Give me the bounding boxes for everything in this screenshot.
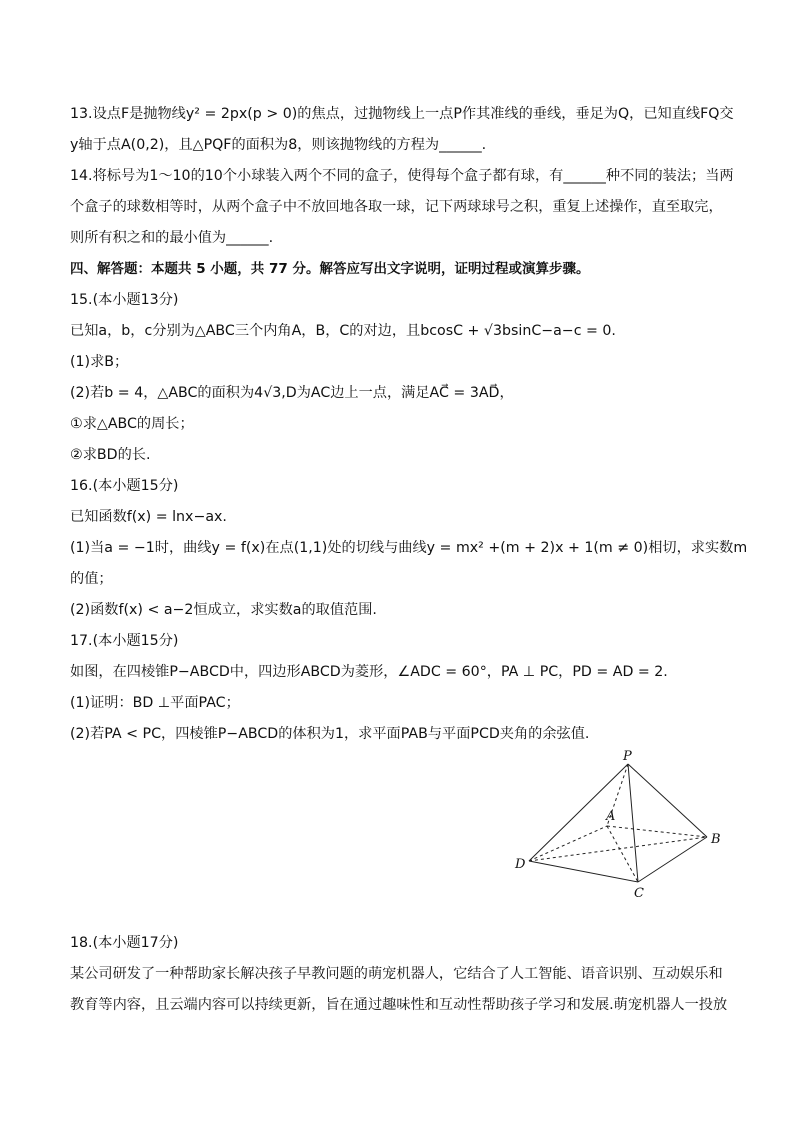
q18-line-2: 教育等内容，且云端内容可以持续更新，旨在通过趣味性和互动性帮助孩子学习和发展.萌宠机器人一投放 <box>70 997 728 1013</box>
vertex-label-p: P <box>623 749 632 764</box>
q17-part-1: (1)证明：BD ⊥平面PAC； <box>70 695 240 711</box>
vertex-label-b: B <box>711 832 721 847</box>
q18-header: 18.(本小题17分) <box>70 935 179 951</box>
q15-part-2: (2)若b = 4，△ABC的面积为4√3,D为AC边上一点，满足AC⃗ = 3AD⃗， <box>70 385 514 401</box>
q17-part-2: (2)若PA < PC，四棱锥P−ABCD的体积为1，求平面PAB与平面PCD夹角的余弦值. <box>70 726 590 742</box>
q13-line-2: y轴于点A(0,2)，且△PQF的面积为8，则该抛物线的方程为______. <box>70 137 487 153</box>
q13-line-1: 13.设点F是抛物线y² = 2px(p > 0)的焦点，过抛物线上一点P作其准线的垂线，垂足为Q，已知直线FQ交 <box>70 106 734 122</box>
q16-stem: 已知函数f(x) = lnx−ax. <box>70 509 227 525</box>
pyramid-figure <box>505 742 735 904</box>
edge-pc <box>628 764 638 882</box>
vertex-label-c: C <box>634 886 644 901</box>
q17-stem: 如图，在四棱锥P−ABCD中，四边形ABCD为菱形，∠ADC = 60°，PA ⊥ PC，PD = AD = 2. <box>70 664 668 680</box>
diagonal-db <box>529 837 707 861</box>
q15-part-2-i: ①求△ABC的周长； <box>70 416 194 432</box>
q16-header: 16.(本小题15分) <box>70 478 179 494</box>
q15-part-2-ii: ②求BD的长. <box>70 447 151 463</box>
q16-part-1-line-1: (1)当a = −1时，曲线y = f(x)在点(1,1)处的切线与曲线y = mx² +(m + 2)x + 1(m ≠ 0)相切，求实数m <box>70 540 748 556</box>
vertex-label-a: A <box>606 809 616 824</box>
q15-part-1: (1)求B； <box>70 354 129 370</box>
q16-part-2: (2)函数f(x) < a−2恒成立，求实数a的取值范围. <box>70 602 377 618</box>
q15-stem: 已知a，b，c分别为△ABC三个内角A，B，C的对边，且bcosC + √3bsinC−a−c = 0. <box>70 323 616 339</box>
section-heading: 四、解答题：本题共 5 小题，共 77 分。解答应写出文字说明，证明过程或演算步骤。 <box>70 261 590 277</box>
q17-header: 17.(本小题15分) <box>70 633 179 649</box>
q18-line-1: 某公司研发了一种帮助家长解决孩子早教问题的萌宠机器人，它结合了人工智能、语音识别、互动娱乐和 <box>70 966 723 982</box>
edge-da <box>529 826 607 861</box>
edge-dc <box>529 861 638 882</box>
edge-cb <box>638 837 707 882</box>
edge-ab <box>607 826 707 837</box>
diagonal-ac <box>607 826 638 882</box>
q14-line-2: 个盒子的球数相等时，从两个盒子中不放回地各取一球，记下两球球号之积，重复上述操作，直至取完， <box>70 199 723 215</box>
edge-pb <box>628 764 707 837</box>
q15-header: 15.(本小题13分) <box>70 292 179 308</box>
q14-line-3: 则所有积之和的最小值为______. <box>70 230 274 246</box>
vertex-label-d: D <box>515 857 526 872</box>
q14-line-1: 14.将标号为1～10的10个小球装入两个不同的盒子，使得每个盒子都有球，有______种不同的装法；当两 <box>70 168 734 184</box>
q16-part-1-line-2: 的值； <box>70 571 113 587</box>
